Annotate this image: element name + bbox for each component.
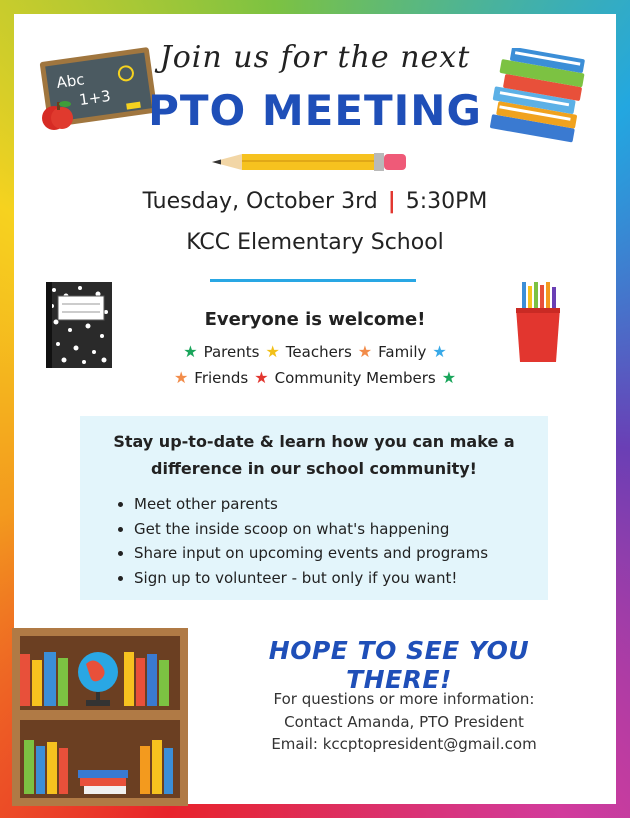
bookshelf-icon (12, 628, 188, 806)
star-icon: ★ (441, 368, 457, 387)
closing-heading: HOPE TO SEE YOU THERE! (268, 636, 530, 694)
date-separator: | (387, 189, 396, 214)
event-date: Tuesday, October 3rd (142, 189, 378, 214)
info-lead-line-2: difference in our school community! (151, 459, 477, 478)
audience-item: Friends (194, 369, 249, 387)
event-location: KCC Elementary School (186, 230, 444, 255)
welcome-heading: Everyone is welcome! (204, 309, 426, 330)
star-icon: ★ (254, 368, 269, 387)
audience-item: Community Members (274, 369, 436, 387)
audience-item: Family (378, 343, 427, 361)
star-icon: ★ (357, 342, 373, 361)
contact-info (234, 688, 574, 756)
info-lead-line-1: Stay up-to-date & learn how you can make a (113, 432, 515, 451)
star-icon: ★ (265, 342, 280, 361)
list-item: • Share input on upcoming events and programs (134, 541, 488, 566)
event-date-time (14, 189, 616, 214)
event-time: 5:30PM (405, 189, 488, 214)
benefits-list (116, 492, 488, 590)
divider (210, 279, 416, 282)
list-item: • Meet other parents (134, 492, 488, 517)
audience-line-2 (14, 368, 616, 387)
contact-line-2: Contact Amanda, PTO President (284, 712, 524, 731)
star-icon: ★ (183, 342, 198, 361)
audience-item: Parents (203, 343, 260, 361)
chalkboard-text-2: 1+3 (77, 86, 112, 110)
page-title: PTO MEETING (148, 86, 482, 135)
chalkboard-text-1: Abc (55, 70, 86, 93)
audience-item: Teachers (285, 343, 352, 361)
pencil-icon (212, 150, 408, 174)
list-item: • Sign up to volunteer - but only if you want! (134, 566, 488, 591)
star-icon: ★ (173, 368, 189, 387)
audience-line-1 (14, 342, 616, 361)
info-box (80, 416, 548, 600)
contact-email[interactable]: Email: kccptopresident@gmail.com (271, 735, 537, 753)
contact-line-1: For questions or more information: (273, 690, 535, 708)
list-item: • Get the inside scoop on what's happening (134, 517, 488, 542)
info-lead (80, 428, 548, 482)
intro-text: Join us for the next (159, 40, 471, 75)
flyer-card (14, 14, 616, 804)
star-icon: ★ (432, 342, 447, 361)
